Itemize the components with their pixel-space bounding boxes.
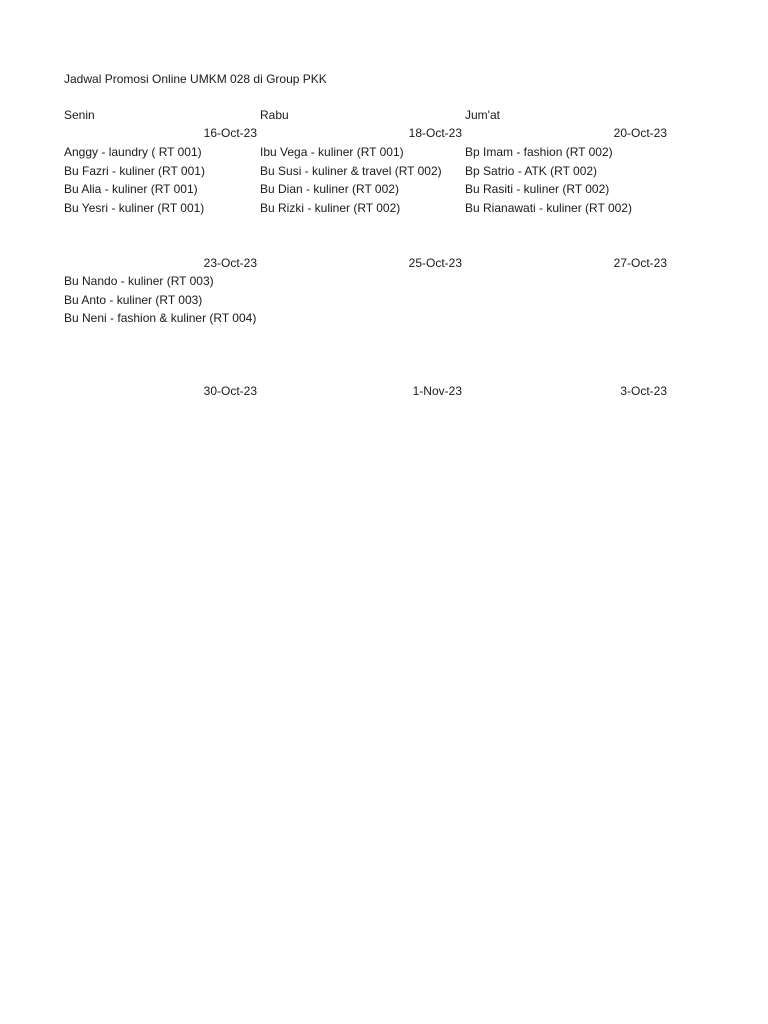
date-week2-rabu: 25-Oct-23 <box>408 256 462 270</box>
day-header-senin: Senin <box>64 108 95 122</box>
date-week3-rabu: 1-Nov-23 <box>412 384 462 398</box>
date-week3-senin: 30-Oct-23 <box>203 384 257 398</box>
date-week2-jumat: 27-Oct-23 <box>613 256 667 270</box>
date-week3-jumat: 3-Oct-23 <box>620 384 667 398</box>
date-week1-senin: 16-Oct-23 <box>203 126 257 140</box>
day-header-jumat: Jum'at <box>465 108 500 122</box>
schedule-entry: Bp Satrio - ATK (RT 002) <box>465 163 598 178</box>
entries-week2-senin <box>64 272 256 328</box>
day-header-rabu: Rabu <box>260 108 289 122</box>
schedule-entry: Bu Rasiti - kuliner (RT 002) <box>465 182 610 196</box>
schedule-entry: Bu Neni - fashion & kuliner (RT 004) <box>64 311 257 325</box>
entries-week1-rabu <box>260 143 442 217</box>
entries-week1-senin <box>64 143 205 217</box>
schedule-entry: Bu Rizki - kuliner (RT 002) <box>260 200 401 215</box>
schedule-entry: Anggy - laundry ( RT 001) <box>64 145 202 159</box>
date-week2-senin: 23-Oct-23 <box>203 256 257 270</box>
document-title: Jadwal Promosi Online UMKM 028 di Group PKK <box>64 72 327 86</box>
schedule-entry: Bu Nando - kuliner (RT 003) <box>64 274 214 288</box>
schedule-entry: Bu Alia - kuliner (RT 001) <box>64 182 198 196</box>
schedule-entry: Bp Imam - fashion (RT 002) <box>465 145 613 159</box>
schedule-entry: Ibu Vega - kuliner (RT 001) <box>260 145 404 159</box>
schedule-entry: Bu Dian - kuliner (RT 002) <box>260 182 399 196</box>
schedule-entry: Bu Fazri - kuliner (RT 001) <box>64 163 205 178</box>
schedule-entry: Bu Yesri - kuliner (RT 001) <box>64 200 205 215</box>
schedule-entry: Bu Rianawati - kuliner (RT 002) <box>465 200 632 215</box>
date-week1-rabu: 18-Oct-23 <box>408 126 462 140</box>
schedule-entry: Bu Susi - kuliner & travel (RT 002) <box>260 163 442 178</box>
date-week1-jumat: 20-Oct-23 <box>613 126 667 140</box>
entries-week1-jumat <box>465 143 632 217</box>
schedule-entry: Bu Anto - kuliner (RT 003) <box>64 292 203 307</box>
